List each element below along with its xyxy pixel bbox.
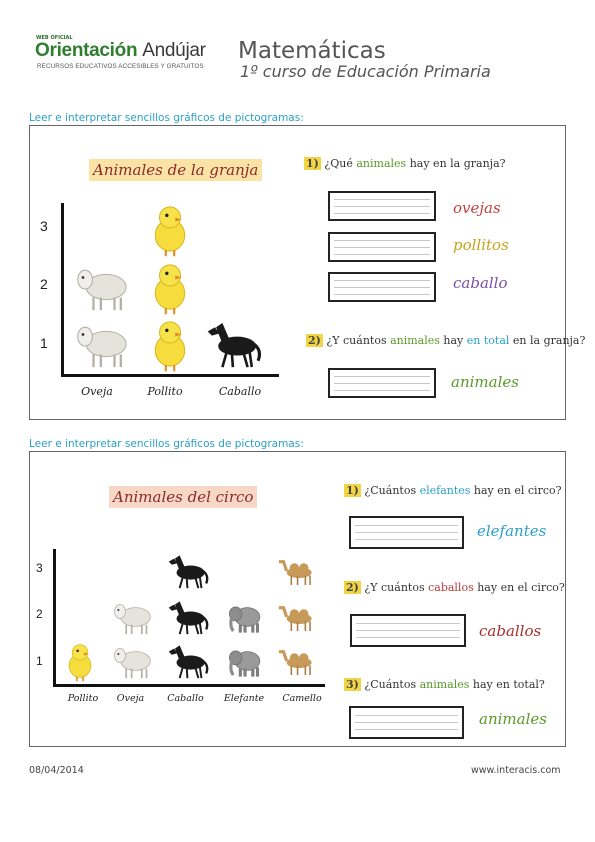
- answer-label-pollitos: pollitos: [453, 236, 509, 254]
- question-number: 1): [346, 484, 359, 497]
- pictogram-chart-1: [62, 198, 278, 374]
- question-highlight: animales: [419, 678, 470, 691]
- answer-box-pollitos[interactable]: [328, 232, 436, 262]
- pictogram-chart-2: [56, 545, 324, 684]
- pictogram-pollito-icon: [155, 265, 184, 314]
- question-3: [344, 678, 545, 691]
- pictogram-camello-icon: [279, 652, 312, 675]
- question-text: ¿Y cuántos: [364, 581, 429, 594]
- answer-box-caballo[interactable]: [328, 272, 436, 302]
- question-text: ¿Qué: [324, 157, 357, 170]
- question-highlight: elefantes: [419, 484, 471, 497]
- y-tick-1: 1: [36, 654, 43, 668]
- pictogram-caballo-icon: [169, 601, 207, 634]
- pictogram-pollito-icon: [155, 322, 184, 371]
- pictogram-pollito-icon: [69, 645, 91, 682]
- category-caballo: Caballo: [218, 385, 262, 398]
- category-oveja: Oveja: [116, 693, 145, 704]
- answer-box-ovejas[interactable]: [328, 191, 436, 221]
- question-highlight: animales: [390, 334, 440, 347]
- question-text: hay: [439, 334, 467, 347]
- pictogram-elefante-icon: [229, 651, 259, 677]
- question-1: [344, 484, 562, 497]
- question-text: hay en la granja?: [406, 157, 506, 170]
- question-number: 2): [308, 334, 321, 347]
- answer-label-animales: animales: [451, 373, 519, 391]
- question-text: hay en el circo?: [473, 581, 565, 594]
- category-pollito: Pollito: [67, 693, 99, 704]
- logo-light: Andújar: [142, 40, 206, 61]
- logo: [35, 40, 206, 62]
- logo-bold: Orientación: [35, 40, 138, 61]
- pictogram-elefante-icon: [229, 607, 259, 633]
- question-highlight: caballos: [428, 581, 474, 594]
- y-tick-3: 3: [36, 561, 43, 575]
- question-2: [306, 334, 585, 347]
- pictogram-caballo-icon: [169, 555, 207, 588]
- pictogram-pollito-icon: [155, 207, 184, 256]
- section-label-1: Leer e interpretar sencillos gráficos de pictogramas:: [29, 112, 304, 124]
- pictogram-oveja-icon: [78, 270, 126, 310]
- x-axis-1: [61, 374, 279, 377]
- y-tick-2: 2: [40, 276, 48, 292]
- pictogram-camello-icon: [279, 608, 312, 631]
- y-tick-3: 3: [40, 218, 48, 234]
- question-text: en la granja?: [509, 334, 586, 347]
- answer-box-total-circo[interactable]: [349, 706, 464, 739]
- answer-box-caballos[interactable]: [350, 614, 466, 647]
- footer-date: 08/04/2014: [29, 765, 84, 776]
- answer-label-caballos: caballos: [479, 622, 542, 640]
- question-number: 1): [306, 157, 319, 170]
- logo-subtitle: RECURSOS EDUCATIVOS ACCESIBLES Y GRATUITOS: [37, 63, 204, 70]
- x-axis-2: [53, 684, 325, 687]
- page-title: Matemáticas: [238, 38, 386, 64]
- question-text: ¿Cuántos: [364, 678, 420, 691]
- chart-title-1: Animales de la granja: [89, 159, 262, 181]
- answer-label-elefantes: elefantes: [477, 522, 547, 540]
- question-text: hay en el circo?: [470, 484, 562, 497]
- answer-label-ovejas: ovejas: [453, 199, 501, 217]
- question-2: [344, 581, 565, 594]
- answer-box-total-granja[interactable]: [328, 368, 436, 398]
- answer-label-caballo: caballo: [453, 274, 508, 292]
- answer-label-animales: animales: [479, 710, 547, 728]
- category-elefante: Elefante: [223, 693, 265, 704]
- answer-box-elefantes[interactable]: [349, 516, 464, 549]
- section-label-2: Leer e interpretar sencillos gráficos de pictogramas:: [29, 438, 304, 450]
- question-highlight: animales: [356, 157, 407, 170]
- footer-site[interactable]: www.interacis.com: [471, 765, 561, 776]
- question-number: 3): [346, 678, 359, 691]
- y-tick-2: 2: [36, 607, 43, 621]
- question-1: [304, 157, 506, 170]
- question-text: ¿Y cuántos: [326, 334, 391, 347]
- pictogram-oveja-icon: [78, 327, 126, 367]
- category-caballo: Caballo: [167, 693, 204, 704]
- category-pollito: Pollito: [147, 385, 183, 398]
- question-text: hay en total?: [469, 678, 545, 691]
- pictogram-oveja-icon: [115, 605, 151, 635]
- question-highlight: en total: [466, 334, 510, 347]
- category-oveja: Oveja: [81, 385, 113, 398]
- question-text: ¿Cuántos: [364, 484, 420, 497]
- pictogram-camello-icon: [279, 562, 312, 585]
- y-tick-1: 1: [40, 335, 48, 351]
- logo-small-text: WEB OFICIAL: [36, 35, 73, 41]
- question-number: 2): [346, 581, 359, 594]
- pictogram-caballo-icon: [208, 323, 260, 367]
- pictogram-caballo-icon: [169, 645, 207, 678]
- chart-title-2: Animales del circo: [109, 486, 257, 508]
- pictogram-oveja-icon: [115, 649, 151, 679]
- category-camello: Camello: [282, 693, 322, 704]
- page-subtitle: 1º curso de Educación Primaria: [240, 62, 491, 81]
